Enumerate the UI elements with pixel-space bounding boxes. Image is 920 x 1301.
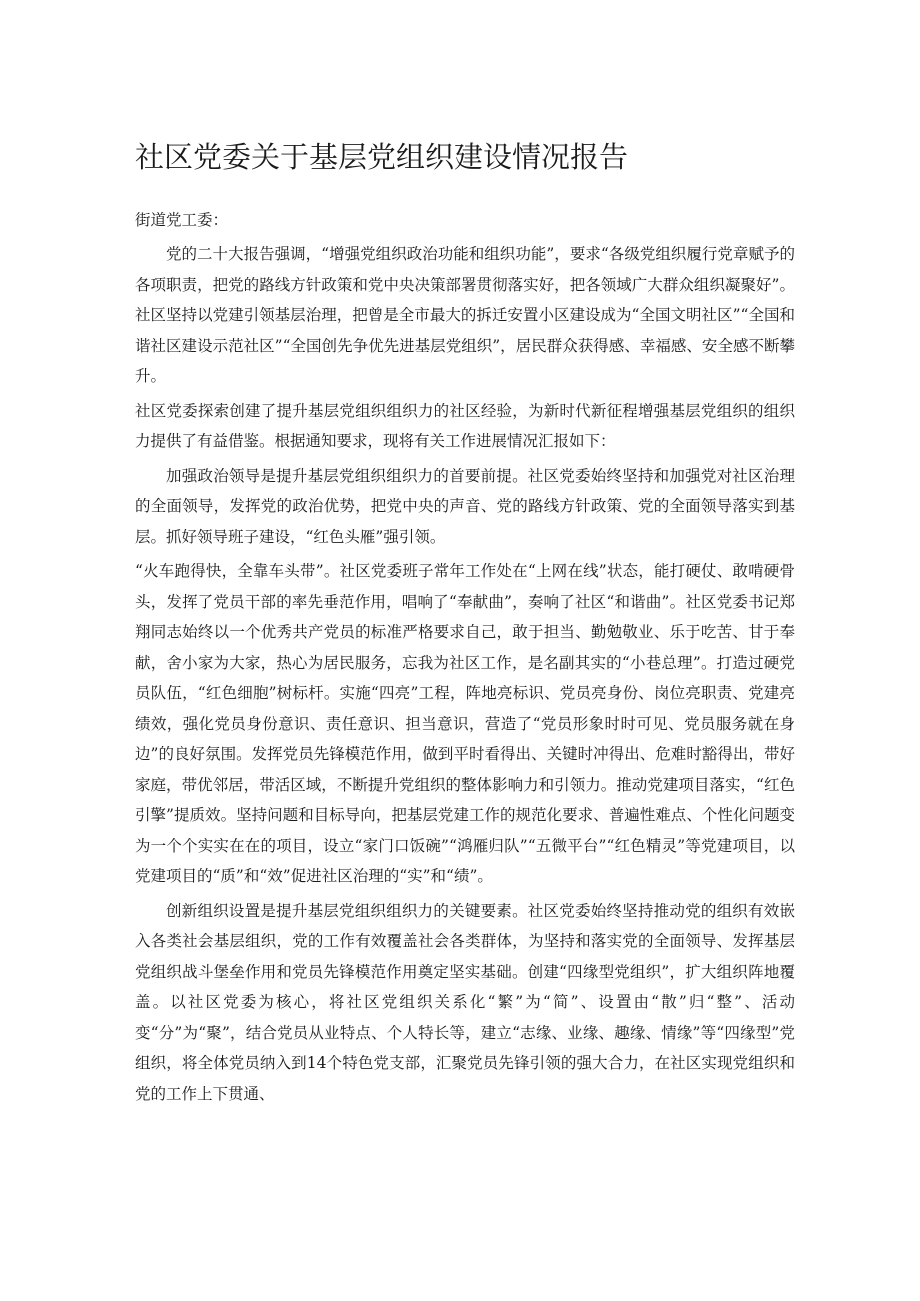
paragraph-summary: 社区党委探索创建了提升基层党组织组织力的社区经验，为新时代新征程增强基层党组织的组织力提供了有益借鉴。根据通知要求，现将有关工作进展情况汇报如下： xyxy=(135,401,795,451)
paragraph-political-leadership: 加强政治领导是提升基层党组织组织力的首要前提。社区党委始终坚持和加强党对社区治理的全面领导，发挥党的政治优势，把党中央的声音、党的路线方针政策、党的全面领导落实到基层。抓好领导班子建设，“红色头雁”强引领。 xyxy=(135,466,795,546)
salutation: 街道党工委： xyxy=(135,210,229,229)
paragraph-intro: 党的二十大报告强调，“增强党组织政治功能和组织功能”，要求“各级党组织履行党章赋予的各项职责，把党的路线方针政策和党中央决策部署贯彻落实好，把各领域广大群众组织凝聚好”。社区坚持以党建引领基层治理，把曾是全市最大的拆迁安置小区建设成为“全国文明社区”“全国和谐社区建设示范社区”“全国创先争优先进基层党组织”，居民群众获得感、幸福感、安全感不断攀升。 xyxy=(135,245,795,386)
document-title: 社区党委关于基层党组织建设情况报告 xyxy=(135,140,629,174)
paragraph-leadership-team: “火车跑得快，全靠车头带”。社区党委班子常年工作处在“上网在线”状态，能打硬仗、敢啃硬骨头，发挥了党员干部的率先垂范作用，唱响了“奉献曲”，奏响了社区“和谐曲”。社区党委书记郑翔同志始终以一个优秀共产党员的标准严格要求自己，敢于担当、勤勉敬业、乐于吃苦、甘于奉献，舍小家为大家，热心为居民服务，忘我为社区工作，是名副其实的“小巷总理”。打造过硬党员队伍，“红色细胞”树标杆。实施“四亮”工程，阵地亮标识、党员亮身份、岗位亮职责、党建亮绩效，强化党员身份意识、责任意识、担当意识，营造了“党员形象时时可见、党员服务就在身边”的良好氛围。发挥党员先锋模范作用，做到平时看得出、关键时冲得出、危难时豁得出，带好家庭，带优邻居，带活区域，不断提升党组织的整体影响力和引领力。推动党建项目落实，“红色引擎”提质效。坚持问题和目标导向，把基层党建工作的规范化要求、普遍性难点、个性化问题变为一个个实实在在的项目，设立“家门口饭碗”“鸿雁归队”“五微平台”“红色精灵”等党建项目，以党建项目的“质”和“效”促进社区治理的“实”和“绩”。 xyxy=(135,562,795,886)
document-page xyxy=(135,140,795,1109)
paragraph-organization-setup: 创新组织设置是提升基层党组织组织力的关键要素。社区党委始终坚持推动党的组织有效嵌入各类社会基层组织，党的工作有效覆盖社会各类群体，为坚持和落实党的全面领导、发挥基层党组织战斗堡垒作用和党员先锋模范作用奠定坚实基础。创建“四缘型党组织”，扩大组织阵地覆盖。以社区党委为核心，将社区党组织关系化“繁”为“简”、设置由“散”归“整”、活动变“分”为“聚”，结合党员从业特点、个人特长等，建立“志缘、业缘、趣缘、情缘”等“四缘型”党组织，将全体党员纳入到14个特色党支部，汇聚党员先锋引领的强大合力，在社区实现党组织和党的工作上下贯通、 xyxy=(135,901,795,1103)
